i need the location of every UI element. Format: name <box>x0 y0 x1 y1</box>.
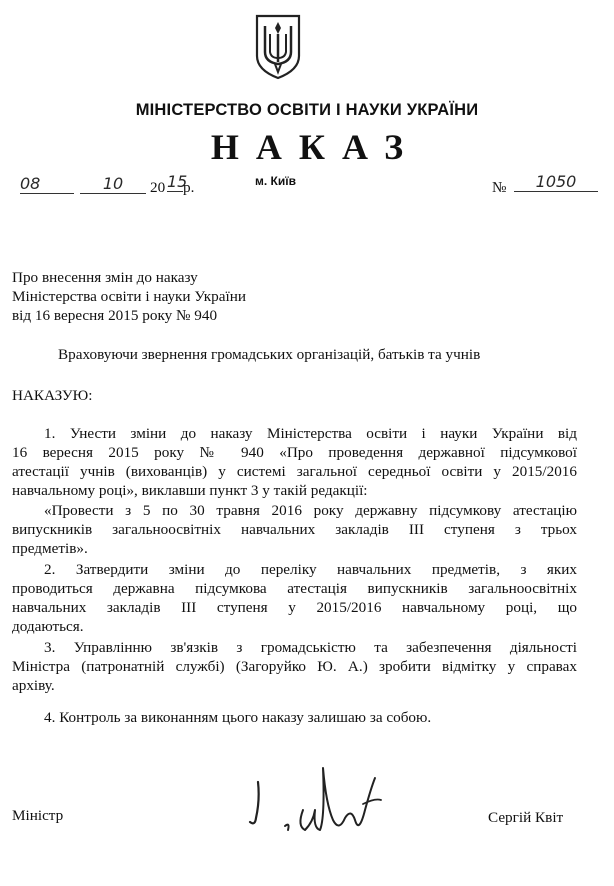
date-year-prefix: 20 <box>150 179 166 196</box>
order-number <box>492 174 602 196</box>
number-value: 1050 <box>514 172 598 192</box>
preamble: Враховуючи звернення громадських організацій, батьків та учнів <box>58 346 481 363</box>
handwritten-signature-icon <box>225 760 395 850</box>
item-line: додаються. <box>12 618 84 635</box>
order-item <box>12 424 577 500</box>
item-line: 3. Управлінню зв'язків з громадськістю та забезпечення діяльності <box>44 639 577 656</box>
item-line: архіву. <box>12 677 55 694</box>
item-line: атестації учнів (вихованців) у системі загальної середньої освіти у 2015/2016 <box>12 463 577 480</box>
item-line: «Провести з 5 по 30 травня 2016 року державну підсумкову атестацію <box>44 502 577 519</box>
item-line: навчальному році», виклавши пункт 3 у такій редакції: <box>12 482 368 499</box>
order-item <box>12 638 577 695</box>
date-year-suffix: 15 <box>167 172 188 191</box>
item-line: предметів». <box>12 540 88 557</box>
date-month: 10 <box>80 174 146 194</box>
item-line: 1. Унести зміни до наказу Міністерства освіти і науки України від <box>44 425 577 442</box>
item-line: навчальних закладів III ступеня у 2015/2016 навчальному році, що <box>12 599 577 616</box>
item-line: 2. Затвердити зміни до переліку навчальних предметів, з яких <box>44 561 577 578</box>
order-word: НАКАЗУЮ: <box>12 387 93 404</box>
document-type-title: НАКАЗ <box>210 127 421 167</box>
order-item-quote <box>12 501 577 558</box>
subject-line: від 16 вересня 2015 року № 940 <box>12 307 218 324</box>
item-line: проводиться державна підсумкова атестація випускників загальноосвітніх <box>12 580 577 597</box>
item-line: випускників загальноосвітніх навчальних закладів III ступеня з трьох <box>12 521 577 538</box>
subject-line: Міністерства освіти і науки України <box>12 288 246 305</box>
order-item <box>12 560 577 636</box>
order-item <box>12 708 577 727</box>
item-line: 16 вересня 2015 року № 940 «Про проведення державної підсумкової <box>12 444 577 461</box>
number-label: № <box>492 179 507 196</box>
signatory-position: Міністр <box>12 807 64 824</box>
ministry-title: МІНІСТЕРСТВО ОСВІТИ І НАУКИ УКРАЇНИ <box>135 101 479 119</box>
date-day: 08 <box>20 174 74 194</box>
trident-emblem-icon <box>253 12 303 80</box>
date-year-abbr: р. <box>183 179 195 196</box>
signatory-name: Сергій Квіт <box>488 809 564 826</box>
item-line: Міністра (патронатній службі) (Загоруйко Ю. А.) зробити відмітку у справах <box>12 658 577 675</box>
subject-line: Про внесення змін до наказу <box>12 269 198 286</box>
city: м. Київ <box>255 174 296 188</box>
order-date <box>20 174 195 196</box>
item-line: 4. Контроль за виконанням цього наказу залишаю за собою. <box>44 709 432 726</box>
subject-block <box>12 268 412 325</box>
